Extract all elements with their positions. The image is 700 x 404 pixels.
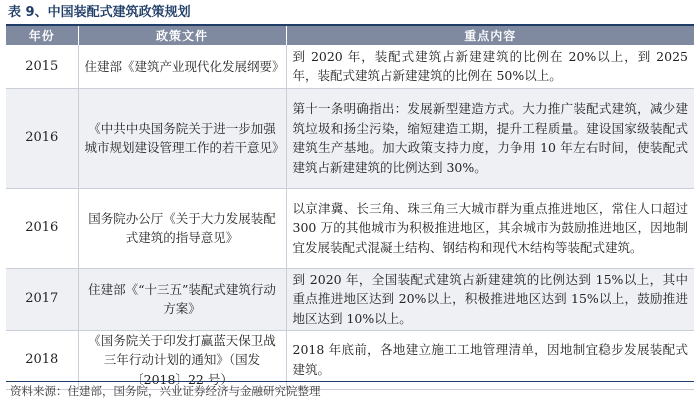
source-note: 资料来源：住建部，国务院，兴业证券经济与金融研究院整理 (10, 384, 321, 398)
document-cell: 住建部《“十三五”装配式建筑行动方案》 (78, 268, 286, 330)
policy-table (6, 26, 694, 390)
table-row (6, 45, 694, 88)
table-row (6, 88, 694, 188)
column-header-content: 重点内容 (286, 26, 694, 45)
table-title: 表 9、中国装配式建筑政策规划 (8, 5, 191, 20)
table-row (6, 268, 694, 330)
content-cell: 到 2020 年，装配式建筑占新建建筑的比例在 20%以上，到 2025 年，装配式建筑占新建建筑的比例在 50%以上。 (286, 45, 694, 88)
content-cell: 到 2020 年，全国装配式建筑占新建建筑的比例达到 15%以上，其中重点推进地区达到 20%以上，积极推进地区达到 15%以上，鼓励推进地区达到 10%以上。 (286, 268, 694, 330)
document-cell: 国务院办公厅《关于大力发展装配式建筑的指导意见》 (78, 188, 286, 268)
content-cell: 第十一条明确指出：发展新型建造方式。大力推广装配式建筑，减少建筑垃圾和扬尘污染，缩短建造工期，提升工程质量。建设国家级装配式建筑生产基地。加大政策支持力度，力争用 10 年左右时间，使装配式建筑占新建建筑的比例达到 30%。 (286, 88, 694, 188)
table-header-row (6, 26, 694, 45)
year-cell: 2017 (6, 268, 78, 330)
year-cell: 2016 (6, 88, 78, 188)
table-row (6, 188, 694, 268)
content-cell: 2018 年底前，各地建立施工工地管理清单，因地制宜稳步发展装配式建筑。 (286, 330, 694, 390)
column-header-document: 政策文件 (78, 26, 286, 45)
column-header-year: 年份 (6, 26, 78, 45)
year-cell: 2018 (6, 330, 78, 390)
year-cell: 2015 (6, 45, 78, 88)
content-cell: 以京津冀、长三角、珠三角三大城市群为重点推进地区，常住人口超过 300 万的其他城市为积极推进地区，其余城市为鼓励推进地区，因地制宜发展装配式混凝土结构、钢结构和现代木结构等装配式建筑。 (286, 188, 694, 268)
source-divider (6, 381, 694, 382)
document-cell: 《国务院关于印发打赢蓝天保卫战三年行动计划的通知》（国发〔2018〕22 号） (78, 330, 286, 390)
year-cell: 2016 (6, 188, 78, 268)
document-cell: 住建部《建筑产业现代化发展纲要》 (78, 45, 286, 88)
document-cell: 《中共中央国务院关于进一步加强城市规划建设管理工作的若干意见》 (78, 88, 286, 188)
